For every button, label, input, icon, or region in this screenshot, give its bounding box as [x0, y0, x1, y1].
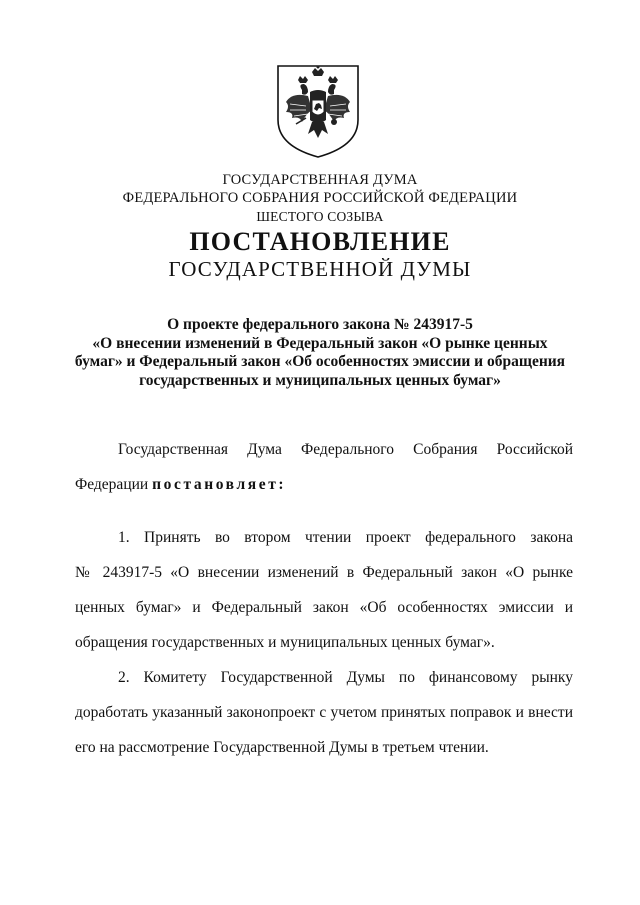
document-type-title: ПОСТАНОВЛЕНИЕ [189, 227, 451, 256]
subject-line: «О внесении изменений в Федеральный закон «О рынке ценных [92, 334, 548, 352]
document-subject [66, 316, 574, 390]
document-issuer-subtitle: ГОСУДАРСТВЕННОЙ ДУМЫ [168, 257, 472, 281]
clause-1-line: № 243917-5 «О внесении изменений в Федеральный закон «О рынке [75, 564, 573, 581]
subject-line: государственных и муниципальных ценных бумаг» [139, 371, 501, 389]
issuer-line-1: ГОСУДАРСТВЕННАЯ ДУМА [222, 172, 418, 188]
subject-line: бумаг» и Федеральный закон «Об особенностях эмиссии и обращения [74, 353, 566, 370]
clause-1-line: ценных бумаг» и Федеральный закон «Об особенностях эмиссии и [75, 599, 573, 616]
clause-2-line: его на рассмотрение Государственной Думы в третьем чтении. [75, 739, 489, 756]
clause-1-line: обращения государственных и муниципальных ценных бумаг». [75, 634, 495, 651]
convocation-line: ШЕСТОГО СОЗЫВА [256, 209, 384, 224]
coat-of-arms-icon [272, 62, 364, 160]
resolution-verb: постановляет: [152, 476, 287, 493]
subject-line: О проекте федерального закона № 243917-5 [167, 316, 473, 333]
preamble-prefix: Федерации [75, 476, 153, 493]
issuer-line-2: ФЕДЕРАЛЬНОГО СОБРАНИЯ РОССИЙСКОЙ ФЕДЕРАЦИИ [122, 190, 518, 206]
preamble-line-1: Государственная Дума Федерального Собрания Российской [118, 441, 573, 458]
clause-1-line: 1. Принять во втором чтении проект федерального закона [118, 529, 573, 546]
preamble-line-2 [75, 475, 573, 495]
clause-2-line: 2. Комитету Государственной Думы по финансовому рынку [118, 669, 573, 686]
clause-2-line: доработать указанный законопроект с учетом принятых поправок и внести [75, 704, 573, 721]
